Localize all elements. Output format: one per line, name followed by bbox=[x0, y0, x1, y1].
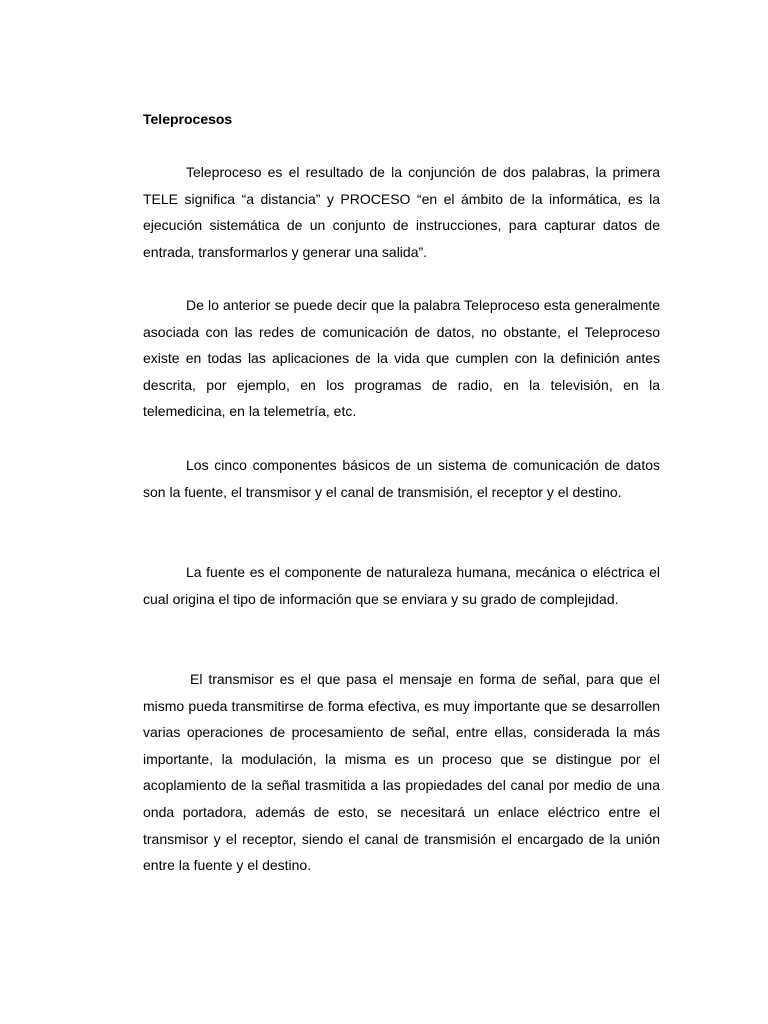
paragraph-components: Los cinco componentes básicos de un sistema de comunicación de datos son la fuente, el transmisor y el canal de transmisión, el receptor y el destino. bbox=[143, 457, 660, 500]
paragraph-transmitter: El transmisor es el que pasa el mensaje en forma de señal, para que el mismo pueda transmitirse de forma efectiva, es muy importante que se desarrollen varias operaciones de procesamiento de señal, entre ellas, considerada la más importante, la modulación, la misma es un proceso que se distingue por el acoplamiento de la señal trasmitida a las propiedades del canal por medio de una onda portadora, además de esto, se necesitará un enlace eléctrico entre el transmisor y el receptor, siendo el canal de transmisión el encargado de la unión entre la fuente y el destino. bbox=[143, 671, 660, 874]
document-title: Teleprocesos bbox=[143, 111, 233, 127]
paragraph-source: La fuente es el componente de naturaleza humana, mecánica o eléctrica el cual origina el tipo de información que se enviara y su grado de complejidad. bbox=[143, 564, 660, 607]
paragraph-applications: De lo anterior se puede decir que la palabra Teleproceso esta generalmente asociada con las redes de comunicación de datos, no obstante, el Teleproceso existe en todas las aplicaciones de la vida que cumplen con la definición antes descrita, por ejemplo, en los programas de radio, en la televisión, en la telemedicina, en la telemetría, etc. bbox=[143, 297, 660, 420]
paragraph-definition: Teleproceso es el resultado de la conjunción de dos palabras, la primera TELE significa “a distancia” y PROCESO “en el ámbito de la informática, es la ejecución sistemática de un conjunto de instrucciones, para capturar datos de entrada, transformarlos y generar una salida”. bbox=[143, 164, 660, 260]
